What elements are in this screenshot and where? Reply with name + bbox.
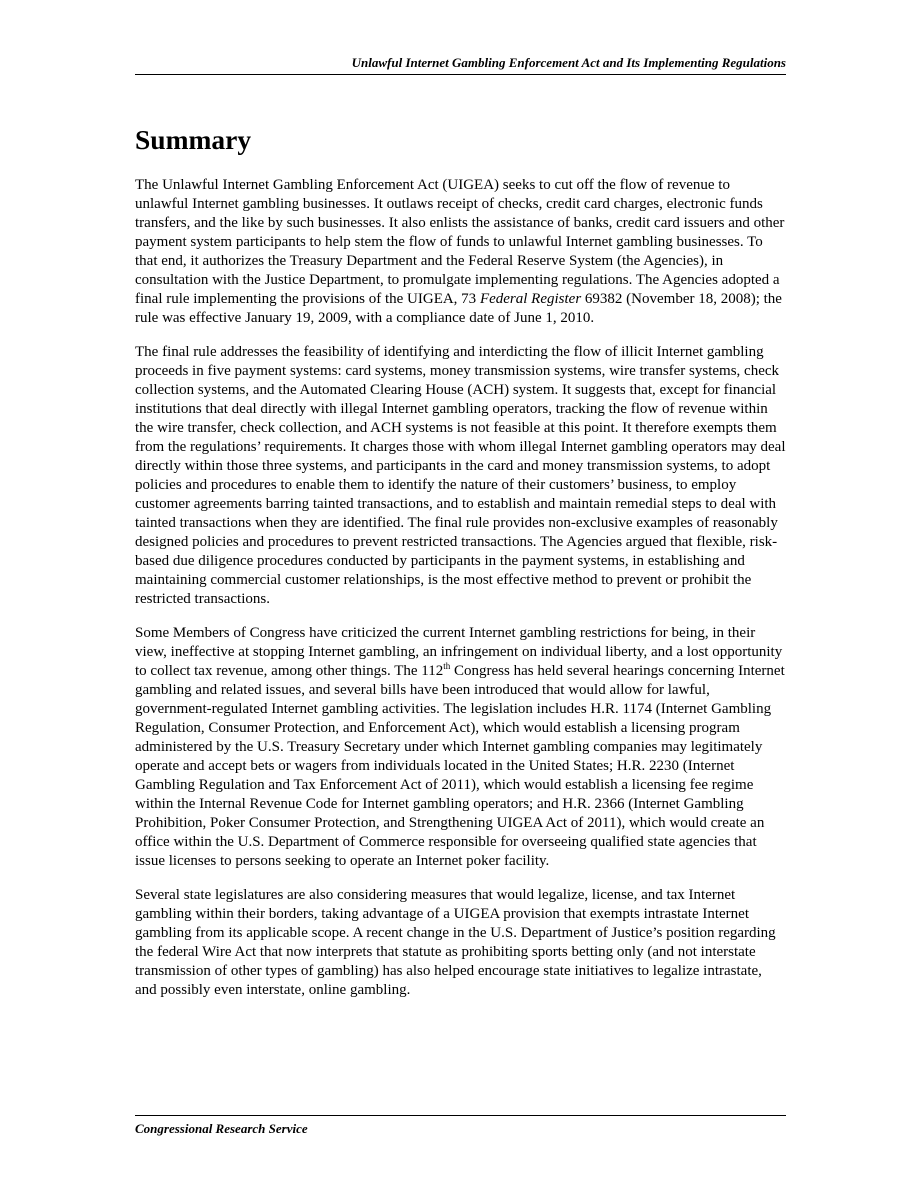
paragraph-4: Several state legislatures are also considering measures that would legalize, license, and tax Internet gambling within their borders, taking advantage of a UIGEA provision that exempts intrastate Internet gambling from its applicable scope. A recent change in the U.S. Department of Justice’s position regarding the federal Wire Act that now interprets that statute as prohibiting sports betting only (and not interstate transmission of other types of gambling) has also helped encourage state initiatives to legalize intrastate, and possibly even interstate, online gambling. [135,887,776,998]
federal-register-italic: Federal Register [479,291,582,307]
summary-body [135,176,786,1015]
running-header-title: Unlawful Internet Gambling Enforcement Act and Its Implementing Regulations [351,55,786,70]
page-footer [135,1115,786,1137]
ordinal-superscript: th [443,661,451,671]
paragraph-3-text-b: Congress has held several hearings concerning Internet gambling and related issues, and several bills have been introduced that would allow for lawful, government-regulated Internet gambling activities. The legislation includes H.R. 1174 (Internet Gambling Regulation, Consumer Protection, and Enforcement Act), which would establish a licensing program administered by the U.S. Treasury Secretary under which Internet gambling companies may legitimately operate and accept bets or wagers from individuals located in the United States; H.R. 2230 (Internet Gambling Regulation and Tax Enforcement Act of 2011), which would establish a licensing fee regime within the Internal Revenue Code for Internet gambling operators; and H.R. 2366 (Internet Gambling Prohibition, Poker Consumer Protection, and Strengthening UIGEA Act of 2011), which would create an office within the U.S. Department of Commerce responsible for overseeing qualified state agencies that issue licenses to persons seeking to operate an Internet poker facility. [135,663,785,869]
paragraph-3 [135,624,786,871]
footer-label: Congressional Research Service [135,1121,308,1136]
paragraph-3-text-a: Some Members of Congress have criticized the current Internet gambling restrictions for being, in their view, ineffective at stopping Internet gambling, an infringement on individual liberty, and a lost opportunity to collect tax revenue, among other things. The 112 [135,625,783,679]
paragraph-2: The final rule addresses the feasibility of identifying and interdicting the flow of illicit Internet gambling proceeds in five payment systems: card systems, money transmission systems, wire transfer systems, check collection systems, and the Automated Clearing House (ACH) system. It suggests that, except for financial institutions that deal directly with illegal Internet gambling operators, tracking the flow of revenue within the wire transfer, check collection, and ACH systems is not feasible at this point. It therefore exempts them from the regulations’ requirements. It charges those with whom illegal Internet gambling operators may deal directly within those three systems, and participants in the card and money transmission systems, to adopt policies and procedures to enable them to identify the nature of their customers’ business, to employ customer agreements barring tainted transactions, and to establish and maintain remedial steps to deal with tainted transactions when they are identified. The final rule provides non-exclusive examples of reasonably designed policies and procedures to prevent restricted transactions. The Agencies argued that flexible, risk-based due diligence procedures conducted by participants in the payment systems, in establishing and maintaining commercial customer relationships, is the most effective method to prevent or prohibit the restricted transactions. [135,344,786,607]
paragraph-1 [135,176,786,328]
paragraph-1-text-b: 69382 (November 18, 2008); the rule was effective January 19, 2009, with a compliance date of June 1, 2010. [135,291,782,326]
page-title: Summary [135,124,252,155]
running-header [135,55,786,75]
paragraph-1-text-a: The Unlawful Internet Gambling Enforcement Act (UIGEA) seeks to cut off the flow of revenue to unlawful Internet gambling businesses. It outlaws receipt of checks, credit card charges, electronic funds transfers, and the like by such businesses. It also enlists the assistance of banks, credit card issuers and other payment system participants to help stem the flow of funds to unlawful Internet gambling businesses. To that end, it authorizes the Treasury Department and the Federal Reserve System (the Agencies), in consultation with the Justice Department, to promulgate implementing regulations. The Agencies adopted a final rule implementing the provisions of the UIGEA, 73 [135,177,785,307]
